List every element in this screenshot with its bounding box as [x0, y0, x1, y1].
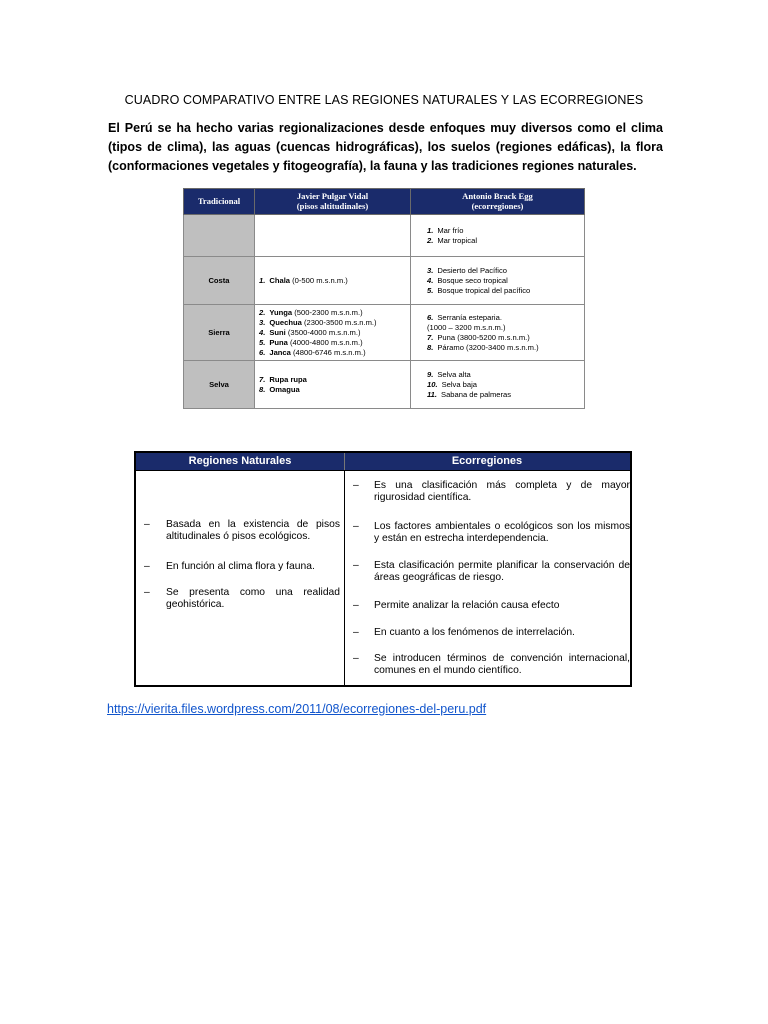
item-number: 3. — [259, 317, 266, 327]
altitude-range: (3500-4000 m.s.n.m.) — [285, 327, 361, 337]
item-number: 8. — [427, 342, 434, 352]
pulgar-vidal-item — [259, 308, 406, 318]
bullet-dash: – — [353, 600, 359, 611]
ecoregion-name: Desierto del Pacífico — [437, 265, 507, 275]
cell-tradicional: Costa — [184, 257, 255, 305]
cell-brack-egg — [411, 361, 585, 409]
header-regiones-naturales: Regiones Naturales — [136, 453, 345, 470]
item-number: 7. — [259, 374, 266, 384]
ecoregion-name: Mar tropical — [437, 235, 478, 245]
regions-table — [183, 188, 585, 409]
brack-egg-item — [427, 333, 580, 343]
item-number: 5. — [259, 337, 266, 347]
comparison-item: Permite analizar la relación causa efecto — [374, 600, 560, 611]
header-pulgar-vidal-sub: (pisos altitudinales) — [296, 200, 369, 211]
bullet-dash: – — [353, 627, 359, 638]
comparison-item: Es una clasificación más completa y de mayor rigurosidad científica. — [374, 480, 630, 504]
pulgar-vidal-item — [259, 385, 406, 395]
comparison-item: Se presenta como una realidad geohistórica. — [166, 587, 340, 611]
bullet-dash: – — [144, 561, 150, 572]
item-number: 4. — [259, 327, 266, 337]
regions-table-body — [184, 215, 585, 409]
region-name: Puna — [269, 337, 288, 347]
cell-pulgar-vidal — [255, 215, 411, 257]
item-number: 6. — [427, 312, 434, 322]
regions-table-header — [184, 189, 585, 215]
cell-pulgar-vidal — [255, 361, 411, 409]
ecoregion-name: Mar frío — [437, 225, 464, 235]
comparison-item: Basada en la existencia de pisos altitudinales ó pisos ecológicos. — [166, 519, 340, 543]
pulgar-vidal-item — [259, 375, 406, 385]
comparison-table — [134, 451, 632, 687]
ecoregion-name: Sabana de palmeras — [441, 389, 512, 399]
brack-egg-item — [427, 276, 580, 286]
brack-egg-item — [427, 323, 580, 333]
comparison-item: Esta clasificación permite planificar la conservación de áreas geográficas de riesgo. — [374, 560, 630, 584]
source-link[interactable]: https://vierita.files.wordpress.com/2011/08/ecorregiones-del-peru.pdf — [107, 702, 487, 716]
cell-brack-egg — [411, 305, 585, 361]
region-name: Suni — [269, 327, 286, 337]
ecoregion-name: Serranía esteparia. — [437, 312, 502, 322]
brack-egg-item — [427, 313, 580, 323]
region-name: Yunga — [269, 307, 293, 317]
item-number: 10. — [427, 379, 438, 389]
brack-egg-item — [427, 343, 580, 353]
ecoregion-name: Selva alta — [437, 369, 471, 379]
pulgar-vidal-item — [259, 276, 406, 286]
bullet-dash: – — [353, 653, 359, 664]
cell-tradicional: Sierra — [184, 305, 255, 361]
region-name: Chala — [269, 275, 291, 285]
item-number: 6. — [259, 347, 266, 357]
altitude-range: (4800-6746 m.s.n.m.) — [290, 347, 366, 357]
brack-egg-item — [427, 226, 580, 236]
header-brack-egg-name: Antonio Brack Egg — [462, 191, 533, 201]
regions-table-row — [184, 215, 585, 257]
region-name: Rupa rupa — [269, 374, 307, 384]
cell-brack-egg — [411, 215, 585, 257]
header-pulgar-vidal-name: Javier Pulgar Vidal — [296, 191, 369, 201]
altitude-range: (500-2300 m.s.n.m.) — [292, 307, 363, 317]
item-number: 2. — [427, 235, 434, 245]
region-name: Janca — [269, 347, 291, 357]
region-name: Quechua — [269, 317, 302, 327]
brack-egg-item — [427, 286, 580, 296]
ecoregion-name: Bosque tropical del pacífico — [437, 285, 531, 295]
ecoregion-name: Páramo (3200-3400 m.s.n.m.) — [437, 342, 539, 352]
pulgar-vidal-item — [259, 328, 406, 338]
cell-brack-egg — [411, 257, 585, 305]
comparison-table-header — [136, 453, 630, 471]
cell-tradicional: Selva — [184, 361, 255, 409]
pulgar-vidal-item — [259, 338, 406, 348]
item-number: 4. — [427, 275, 434, 285]
brack-egg-item — [427, 266, 580, 276]
cell-tradicional — [184, 215, 255, 257]
header-ecorregiones: Ecorregiones — [451, 455, 523, 467]
brack-egg-item — [427, 390, 580, 400]
comparison-item: En cuanto a los fenómenos de interrelación. — [374, 627, 575, 638]
item-number: 1. — [427, 225, 434, 235]
bullet-dash: – — [353, 480, 359, 491]
comparison-item: En función al clima flora y fauna. — [166, 561, 315, 572]
regions-table-row — [184, 257, 585, 305]
region-name: Omagua — [269, 384, 300, 394]
bullet-dash: – — [144, 587, 150, 598]
altitude-range: (0-500 m.s.n.m.) — [290, 275, 348, 285]
ecoregion-name: Puna (3800-5200 m.s.n.m.) — [437, 332, 530, 342]
regions-table-row — [184, 361, 585, 409]
comparison-item: Se introducen términos de convención internacional, comunes en el mundo científico. — [374, 653, 630, 677]
item-number: 3. — [427, 265, 434, 275]
regions-table-row — [184, 305, 585, 361]
brack-egg-item — [427, 380, 580, 390]
header-pulgar-vidal — [255, 189, 411, 215]
item-number: 2. — [259, 307, 266, 317]
brack-egg-item — [427, 236, 580, 246]
altitude-range: (4000-4800 m.s.n.m.) — [287, 337, 363, 347]
brack-egg-item — [427, 370, 580, 380]
header-brack-egg-sub: (ecorregiones) — [471, 200, 524, 211]
comparison-item: Los factores ambientales o ecológicos son los mismos y están en estrecha interdependencia. — [374, 521, 630, 545]
item-number: 5. — [427, 285, 434, 295]
ecoregion-name: (1000 – 3200 m.s.n.m.) — [427, 322, 506, 332]
pulgar-vidal-item — [259, 348, 406, 358]
item-number: 8. — [259, 384, 266, 394]
bullet-dash: – — [144, 519, 150, 530]
header-brack-egg — [411, 189, 585, 215]
column-divider — [344, 470, 345, 685]
item-number: 11. — [427, 389, 437, 399]
item-number: 7. — [427, 332, 434, 342]
ecoregion-name: Bosque seco tropical — [437, 275, 508, 285]
bullet-dash: – — [353, 521, 359, 532]
intro-paragraph: El Perú se ha hecho varias regionalizaciones desde enfoques muy diversos como el clima (tipos de clima), las aguas (cuencas hidrográficas), los suelos (regiones edáficas), la flora (conformaciones vegetales y fitogeografía), la fauna y las tradiciones regiones naturales. — [108, 121, 663, 173]
cell-pulgar-vidal — [255, 305, 411, 361]
altitude-range: (2300-3500 m.s.n.m.) — [301, 317, 377, 327]
item-number: 1. — [259, 275, 266, 285]
bullet-dash: – — [353, 560, 359, 571]
item-number: 9. — [427, 369, 434, 379]
cell-pulgar-vidal — [255, 257, 411, 305]
document-title: CUADRO COMPARATIVO ENTRE LAS REGIONES NATURALES Y LAS ECORREGIONES — [124, 93, 644, 107]
ecoregion-name: Selva baja — [441, 379, 478, 389]
pulgar-vidal-item — [259, 318, 406, 328]
header-tradicional: Tradicional — [184, 189, 255, 215]
